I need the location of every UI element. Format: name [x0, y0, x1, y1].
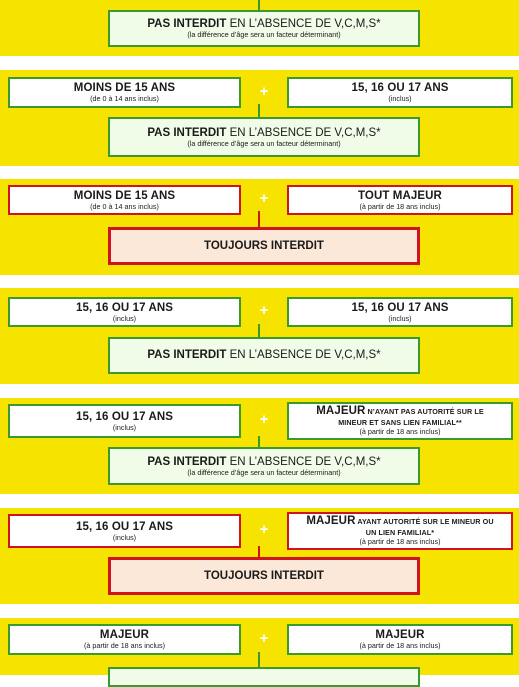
plus-sign: + [259, 411, 269, 428]
result-label: TOUJOURS INTERDIT [204, 569, 324, 582]
right-age-sub: (à partir de 18 ans inclus) [359, 201, 441, 211]
plus-sign: + [259, 190, 269, 207]
result-not-forbidden [108, 337, 420, 374]
right-age-sub: (inclus) [388, 313, 412, 323]
right-age-label: MAJEUR [316, 405, 366, 417]
right-age-box [287, 402, 513, 440]
left-age-sub: (de 0 à 14 ans inclus) [90, 94, 159, 103]
left-age-box [8, 185, 241, 215]
right-age-label: 15, 16 OU 17 ANS [351, 301, 449, 314]
plus-sign: + [259, 302, 269, 319]
right-age-label: 15, 16 OU 17 ANS [351, 82, 449, 94]
left-age-label: 15, 16 OU 17 ANS [75, 410, 174, 423]
right-age-sub: (inclus) [388, 94, 412, 103]
connector-line [258, 324, 260, 338]
result-not-forbidden [108, 117, 420, 157]
right-age-box [287, 297, 513, 327]
left-age-box [8, 77, 241, 108]
right-age-box [287, 185, 513, 215]
left-age-sub: (inclus) [112, 422, 137, 432]
result-always-forbidden [108, 227, 420, 265]
result-not-forbidden [108, 447, 420, 485]
left-age-box [8, 297, 241, 327]
right-age-label: MAJEUR [306, 515, 356, 527]
result-rest: EN L’ABSENCE DE V,C,M,S* [226, 455, 381, 468]
result-bold: PAS INTERDIT [147, 455, 227, 468]
result-bold: PAS INTERDIT [147, 18, 227, 30]
connector-line [258, 652, 260, 668]
left-age-box [8, 404, 241, 438]
connector-line [258, 211, 260, 228]
result-rest: EN L’ABSENCE DE V,C,M,S* [226, 349, 381, 361]
result-note: (la différence d’âge sera un facteur déterminant) [187, 30, 341, 39]
left-age-sub: (inclus) [112, 313, 137, 323]
left-age-label: 15, 16 OU 17 ANS [75, 520, 174, 533]
right-age-detail: AYANT AUTORITÉ SUR LE MINEUR OU UN LIEN FAMILIAL* [355, 517, 494, 537]
result-bold: PAS INTERDIT [147, 126, 227, 139]
left-age-sub: (de 0 à 14 ans inclus) [90, 201, 159, 211]
plus-sign: + [259, 521, 269, 538]
result-note: (la différence d’âge sera un facteur déterminant) [187, 138, 341, 148]
result-note: (la différence d’âge sera un facteur déterminant) [187, 467, 341, 477]
result-label: TOUJOURS INTERDIT [204, 239, 324, 252]
left-age-label: 15, 16 OU 17 ANS [75, 301, 174, 314]
right-age-detail: N’AYANT PAS AUTORITÉ SUR LE MINEUR ET SANS LIEN FAMILIAL** [338, 407, 484, 427]
result-rest: EN L’ABSENCE DE V,C,M,S* [226, 18, 381, 30]
result-rest: EN L’ABSENCE DE V,C,M,S* [226, 126, 381, 139]
right-age-box [287, 512, 513, 550]
result-always-forbidden [108, 557, 420, 595]
result-bold: PAS INTERDIT [147, 349, 227, 361]
right-age-sub: (à partir de 18 ans inclus) [359, 537, 441, 546]
connector-line [258, 104, 260, 118]
left-age-label: MAJEUR [99, 629, 150, 641]
right-age-box [287, 77, 513, 108]
result-not-forbidden [108, 10, 420, 47]
right-age-label: TOUT MAJEUR [358, 189, 442, 202]
right-age-label: MAJEUR [375, 629, 425, 641]
plus-sign: + [259, 83, 269, 100]
plus-sign: + [259, 630, 269, 647]
left-age-box [8, 624, 241, 655]
right-age-box [287, 624, 513, 655]
left-age-sub: (à partir de 18 ans inclus) [83, 641, 166, 650]
left-age-label: MOINS DE 15 ANS [73, 82, 176, 94]
left-age-sub: (inclus) [112, 532, 137, 542]
left-age-box [8, 514, 241, 548]
left-age-label: MOINS DE 15 ANS [73, 189, 176, 202]
result-box-partial [108, 667, 420, 687]
right-age-sub: (à partir de 18 ans inclus) [359, 427, 441, 436]
right-age-sub: (à partir de 18 ans inclus) [359, 641, 441, 650]
